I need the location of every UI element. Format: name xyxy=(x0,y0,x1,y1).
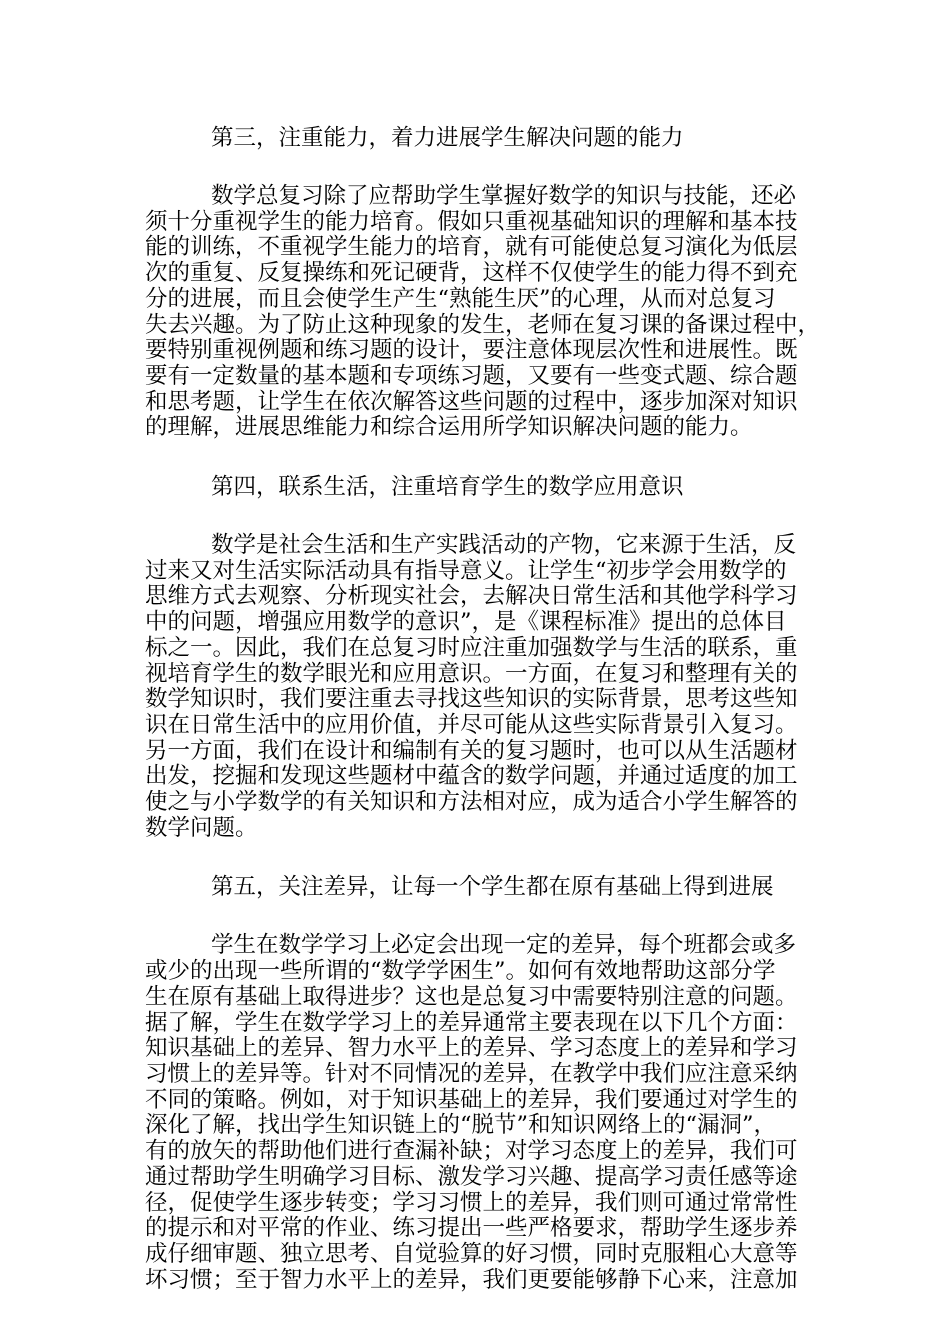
text-line: 数学问题。 xyxy=(145,814,258,841)
text-line: 有的放矢的帮助他们进行查漏补缺；对学习态度上的差异，我们可 xyxy=(145,1138,798,1165)
text-line: 不同的策略。例如，对于知识基础上的差异，我们要通过对学生的 xyxy=(145,1086,798,1113)
text-line: 据了解，学生在数学学习上的差异通常主要表现在以下几个方面： xyxy=(145,1009,798,1036)
text-line: 生在原有基础上取得进步？这也是总复习中需要特别注意的问题。 xyxy=(145,983,798,1010)
section-body xyxy=(145,533,810,841)
text-line: 成仔细审题、独立思考、自觉验算的好习惯，同时克服粗心大意等 xyxy=(145,1240,798,1267)
text-line: 识在日常生活中的应用价值，并尽可能从这些实际背景引入复习。 xyxy=(145,711,798,738)
text-line: 数学总复习除了应帮助学生掌握好数学的知识与技能，还必 xyxy=(211,183,797,209)
text-line: 数学知识时，我们要注重去寻找这些知识的实际背景，思考这些知 xyxy=(145,686,798,713)
section-heading: 第四，联系生活，注重培育学生的数学应用意识 xyxy=(211,474,684,501)
text-line: 能的训练，不重视学生能力的培育，就有可能使总复习演化为低层 xyxy=(145,234,798,261)
text-line: 中的问题，增强应用数学的意识”，是《课程标准》提出的总体目 xyxy=(145,609,787,636)
text-line: 使之与小学数学的有关知识和方法相对应，成为适合小学生解答的 xyxy=(145,789,798,816)
section-body xyxy=(145,933,810,1293)
text-line: 次的重复、反复操练和死记硬背，这样不仅使学生的能力得不到充 xyxy=(145,260,798,287)
text-line: 或少的出现一些所谓的“数学学困生”。如何有效地帮助这部分学 xyxy=(145,958,776,985)
text-line: 习惯上的差异等。针对不同情况的差异，在教学中我们应注意采纳 xyxy=(145,1060,798,1087)
text-line: 的提示和对平常的作业、练习提出一些严格要求，帮助学生逐步养 xyxy=(145,1215,798,1242)
text-line: 的理解，进展思维能力和综合运用所学知识解决问题的能力。 xyxy=(145,414,753,441)
text-line: 视培育学生的数学眼光和应用意识。一方面，在复习和整理有关的 xyxy=(145,660,798,687)
text-line: 知识基础上的差异、智力水平上的差异、学习态度上的差异和学习 xyxy=(145,1035,798,1062)
text-line: 要特别重视例题和练习题的设计，要注意体现层次性和进展性。既 xyxy=(145,337,798,364)
text-line: 过来又对生活实际活动具有指导意义。让学生“初步学会用数学的 xyxy=(145,557,787,584)
text-line: 数学是社会生活和生产实践活动的产物，它来源于生活，反 xyxy=(211,532,797,559)
text-line: 和思考题，让学生在依次解答这些问题的过程中，逐步加深对知识 xyxy=(145,388,798,415)
text-line: 须十分重视学生的能力培育。假如只重视基础知识的理解和基本技 xyxy=(145,208,798,235)
text-line: 另一方面，我们在设计和编制有关的复习题时，也可以从生活题材 xyxy=(145,737,798,764)
section-3 xyxy=(145,118,821,441)
text-line: 标之一。因此，我们在总复习时应注重加强数学与生活的联系，重 xyxy=(145,634,798,661)
document-page xyxy=(145,118,821,1319)
text-line: 要有一定数量的基本题和专项练习题，又要有一些变式题、综合题 xyxy=(145,362,798,389)
section-body xyxy=(145,183,821,441)
section-heading: 第五，关注差异，让每一个学生都在原有基础上得到进展 xyxy=(211,874,774,901)
section-5 xyxy=(145,867,810,1293)
text-line: 坏习惯；至于智力水平上的差异，我们更要能够静下心来，注意加 xyxy=(145,1266,798,1293)
section-heading: 第三，注重能力，着力进展学生解决问题的能力 xyxy=(211,125,684,151)
text-line: 学生在数学学习上必定会出现一定的差异，每个班都会或多 xyxy=(211,932,797,959)
text-line: 分的进展，而且会使学生产生“熟能生厌”的心理，从而对总复习 xyxy=(145,285,776,312)
text-line: 失去兴趣。为了防止这种现象的发生，老师在复习课的备课过程中， xyxy=(145,311,821,338)
text-line: 思维方式去观察、分析现实社会，去解决日常生活和其他学科学习 xyxy=(145,583,798,610)
text-line: 径，促使学生逐步转变；学习习惯上的差异，我们则可通过常常性 xyxy=(145,1189,798,1216)
text-line: 通过帮助学生明确学习目标、激发学习兴趣、提高学习责任感等途 xyxy=(145,1163,798,1190)
text-line: 出发，挖掘和发现这些题材中蕴含的数学问题，并通过适度的加工 xyxy=(145,763,798,790)
text-line: 深化了解，找出学生知识链上的“脱节”和知识网络上的“漏洞”， xyxy=(145,1112,777,1139)
section-4 xyxy=(145,467,810,841)
